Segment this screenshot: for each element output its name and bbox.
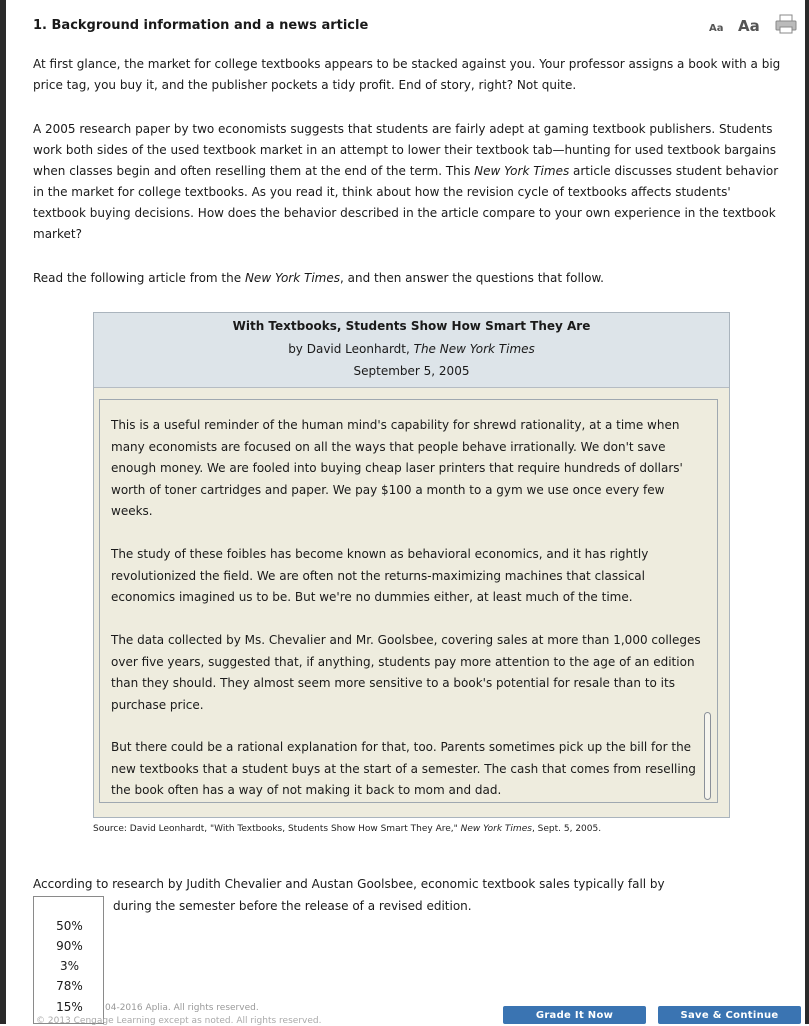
article-panel (93, 312, 730, 818)
question-text: According to research by Judith Chevalier and Austan Goolsbee, economic textbook sales typically fall by (33, 877, 665, 891)
article-byline: by David Leonhardt, The New York Times (288, 342, 535, 356)
article-scroll-area[interactable] (99, 399, 718, 803)
article-date: September 5, 2005 (353, 364, 470, 378)
article-scrollbar[interactable] (704, 712, 711, 800)
font-size-large-button[interactable]: Aa (738, 17, 760, 35)
window-edge-left (0, 0, 6, 1024)
answer-options-list (33, 915, 104, 1024)
article-paragraph: But there could be a rational explanation for that, too. Parents sometimes pick up the bill for the new textbooks that a student buys at the start of a semester. The cash that comes from reselling the book often has a way of not making it back to mom and dad. (111, 740, 696, 797)
answer-dropdown[interactable] (33, 896, 104, 916)
article-source: Source: David Leonhardt, "With Textbooks, Students Show How Smart They Are," New York Times, Sept. 5, 2005. (93, 824, 602, 834)
grade-it-now-button[interactable]: Grade It Now (503, 1006, 646, 1024)
option-50[interactable]: 50% (56, 919, 83, 933)
article-paragraph: The data collected by Ms. Chevalier and Mr. Goolsbee, covering sales at more than 1,000 colleges over five years, suggested that, if anything, students pay more attention to the age of an edition than they should. They almost seem more sensitive to a book's potential for resale than to its purchase price. (111, 633, 701, 712)
copyright-text-2: © 2013 Cengage Learning except as noted. All rights reserved. (36, 1016, 322, 1026)
option-90[interactable]: 90% (56, 939, 83, 953)
option-15[interactable]: 15% (56, 1000, 83, 1014)
window-edge-right (805, 0, 809, 1024)
option-78[interactable]: 78% (56, 979, 83, 993)
article-paragraph: This is a useful reminder of the human mind's capability for shrewd rationality, at a time when many economists are focused on all the ways that people behave irrationally. We don't save enough money. We are fooled into buying cheap laser printers that require hundreds of dollars' worth of toner cartridges and paper. We pay $100 a month to a gym we use once every few weeks. (111, 418, 683, 518)
article-title: With Textbooks, Students Show How Smart They Are (232, 319, 591, 333)
copyright-text: 04-2016 Aplia. All rights reserved. (105, 1003, 259, 1013)
save-continue-button[interactable]: Save & Continue (658, 1006, 801, 1024)
intro-paragraph-2: A 2005 research paper by two economists suggests that students are fairly adept at gaming textbook publishers. Students work both sides of the used textbook market in an attempt to lower their textbook tab—hunting for used textbook bargains when classes begin and often reselling them at the end of the term. This New York Times article discusses student behavior in the market for college textbooks. As you read it, think about how the revision cycle of textbooks affects students' textbook buying decisions. How does the behavior described in the article compare to your own experience in the textbook market? (33, 122, 779, 241)
page-title: 1. Background information and a news article (33, 18, 369, 33)
print-icon[interactable] (775, 14, 797, 34)
question-text-after: during the semester before the release of a revised edition. (113, 899, 472, 913)
font-size-small-button[interactable]: Aa (709, 23, 724, 34)
article-paragraph: The study of these foibles has become known as behavioral economics, and it has rightly revolutionized the field. We are often not the returns-maximizing machines that classical economics imagined us to be. But we're no dummies either, at least much of the time. (111, 547, 649, 604)
intro-paragraph-1: At first glance, the market for college textbooks appears to be stacked against you. Your professor assigns a book with a big price tag, you buy it, and the publisher pockets a tidy profit. End of story, right? Not quite. (33, 57, 781, 92)
option-3[interactable]: 3% (59, 959, 80, 973)
intro-paragraph-3: Read the following article from the New York Times, and then answer the questions that follow. (33, 271, 604, 285)
article-header (94, 313, 729, 388)
